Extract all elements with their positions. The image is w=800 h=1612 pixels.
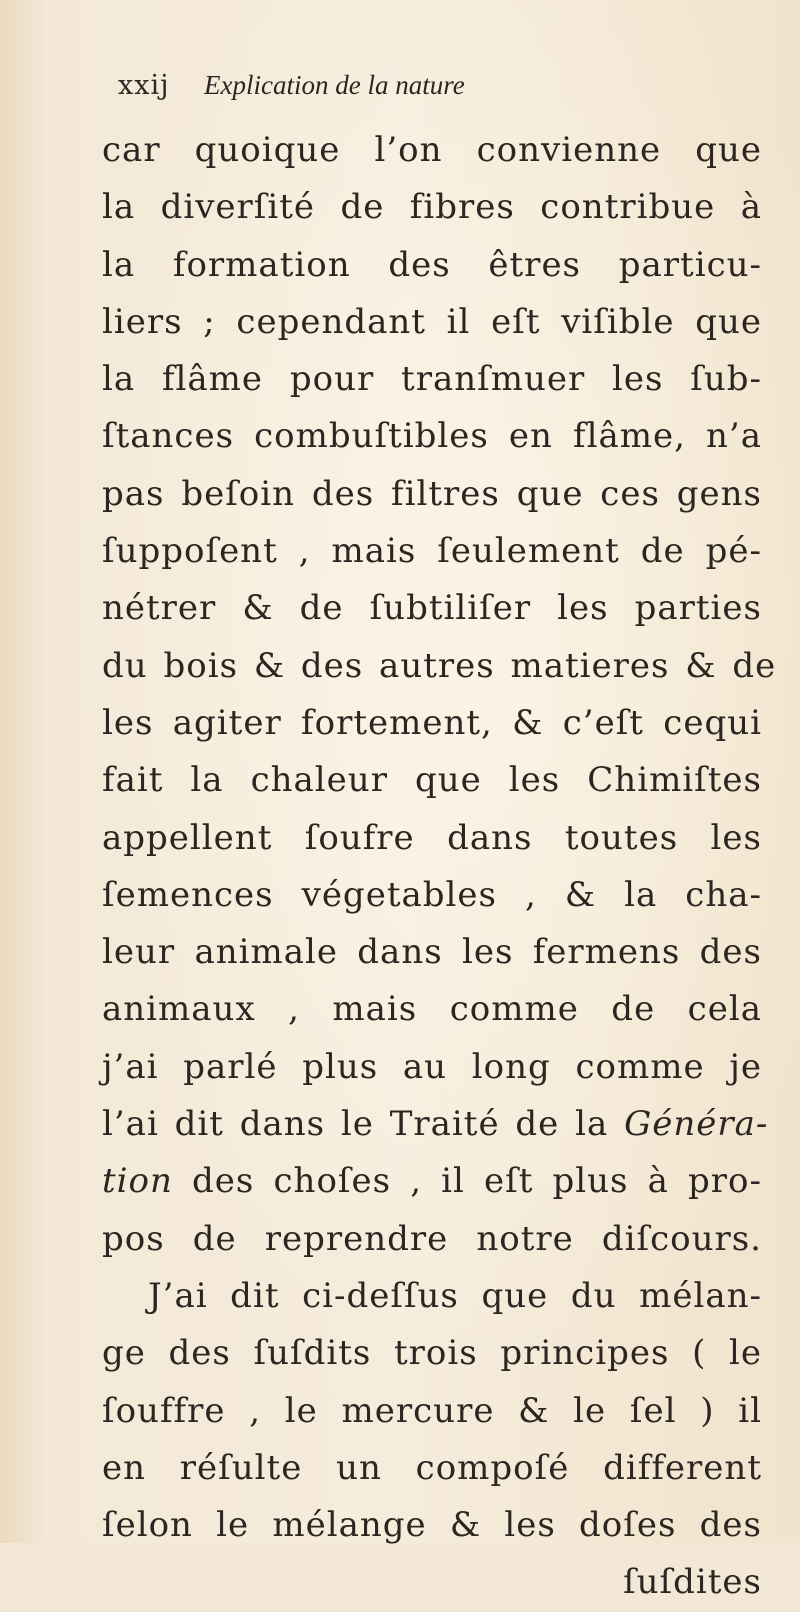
text-line-5: la flâme pour tranſmuer les ſub-: [102, 359, 762, 400]
text-line-21: J’ai dit ci-deſſus que du mélan-: [148, 1275, 762, 1316]
text-line-9: nétrer & de ſubtiliſer les parties: [102, 588, 762, 629]
catchword: ſuſdites: [623, 1562, 762, 1603]
text-line-12: fait la chaleur que les Chimiſtes: [102, 760, 762, 801]
text-line-24: en réſulte un compoſé different: [102, 1447, 762, 1488]
text-line-19-roman: des choſes , il eſt plus à pro-: [192, 1161, 762, 1202]
text-line-15: leur animale dans les fermens des: [102, 932, 762, 973]
running-title: Explication de la nature: [204, 70, 465, 100]
text-line-7: pas beſoin des filtres que ces gens: [102, 473, 762, 514]
text-line-8: ſuppoſent , mais ſeulement de pé-: [102, 531, 762, 572]
text-line-10: du bois & des autres matieres & de: [102, 645, 777, 686]
text-line-4: liers ; cependant il eſt viſible que: [102, 301, 762, 342]
text-line-2: la diverſité de fibres contribue à: [102, 187, 762, 228]
text-line-20: pos de reprendre notre diſcours.: [102, 1218, 762, 1259]
text-line-1: car quoique l’on convienne que: [102, 130, 762, 170]
text-line-3: la formation des êtres particu-: [102, 244, 762, 285]
text-line-16: animaux , mais comme de cela: [102, 989, 762, 1030]
text-line-25: ſelon le mélange & les doſes des: [102, 1505, 762, 1546]
text-line-18-roman: l’ai dit dans le Traité de la: [102, 1104, 609, 1145]
page-number: xxij: [118, 70, 170, 101]
text-line-11: les agiter fortement, & c’eſt cequi: [102, 702, 762, 743]
text-line-6: ſtances combuſtibles en flâme, n’a: [102, 416, 762, 457]
text-line-13: appellent ſoufre dans toutes les: [102, 817, 762, 858]
text-line-18: [102, 1096, 769, 1153]
italic-word-generation: Généra-: [624, 1104, 769, 1145]
page-header: [118, 70, 758, 114]
italic-word-tion: tion: [102, 1161, 173, 1202]
text-line-19: [102, 1153, 762, 1210]
text-line-14: ſemences végetables , & la cha-: [102, 874, 762, 915]
text-line-22: ge des ſuſdits trois principes ( le: [102, 1333, 762, 1374]
body-text: [102, 122, 777, 1612]
text-line-17: j’ai parlé plus au long comme je: [102, 1046, 762, 1087]
text-line-23: ſouffre , le mercure & le ſel ) il: [102, 1390, 762, 1431]
